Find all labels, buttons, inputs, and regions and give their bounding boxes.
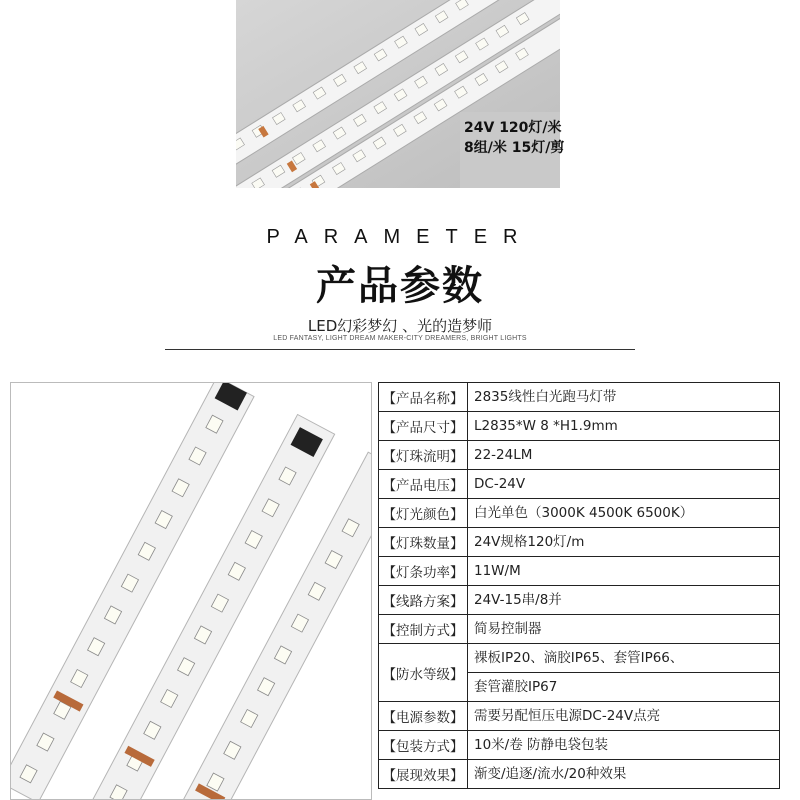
spec-value-line: 简易控制器 bbox=[474, 621, 542, 637]
spec-value-line: 裸板IP20、滴胶IP65、套管IP66、 bbox=[474, 650, 684, 666]
spec-row bbox=[379, 470, 780, 499]
spec-row bbox=[379, 499, 780, 528]
spec-value-line: 套管灌胶IP67 bbox=[474, 679, 558, 695]
parameter-heading-en: PARAMETER bbox=[266, 226, 534, 248]
spec-value bbox=[468, 702, 780, 731]
spec-value-line: 24V规格120灯/m bbox=[474, 534, 585, 550]
spec-value bbox=[468, 383, 780, 412]
slogan-en: LED FANTASY, LIGHT DREAM MAKER-CITY DREAMERS, BRIGHT LIGHTS bbox=[273, 335, 527, 342]
spec-value bbox=[468, 731, 780, 760]
spec-key: 【灯光颜色】 bbox=[379, 499, 468, 528]
spec-key: 【控制方式】 bbox=[379, 615, 468, 644]
spec-key: 【灯条功率】 bbox=[379, 557, 468, 586]
spec-value bbox=[468, 470, 780, 499]
spec-row bbox=[379, 702, 780, 731]
spec-key: 【产品尺寸】 bbox=[379, 412, 468, 441]
spec-key: 【包装方式】 bbox=[379, 731, 468, 760]
spec-value bbox=[468, 644, 780, 702]
spec-row bbox=[379, 528, 780, 557]
hero-caption-line2: 8组/米 15灯/剪 bbox=[464, 140, 565, 156]
spec-row bbox=[379, 586, 780, 615]
spec-value-line: 22-24LM bbox=[474, 447, 533, 463]
hero-product-photo bbox=[236, 0, 560, 188]
spec-value bbox=[468, 557, 780, 586]
spec-row bbox=[379, 412, 780, 441]
spec-row bbox=[379, 557, 780, 586]
spec-value bbox=[468, 615, 780, 644]
spec-value bbox=[468, 586, 780, 615]
product-detail-photo bbox=[10, 382, 372, 800]
spec-value-line: 需要另配恒压电源DC-24V点亮 bbox=[474, 708, 661, 724]
spec-row bbox=[379, 644, 780, 702]
spec-value bbox=[468, 528, 780, 557]
specs-table bbox=[378, 382, 780, 789]
spec-row bbox=[379, 760, 780, 789]
spec-key: 【灯珠流明】 bbox=[379, 441, 468, 470]
spec-key: 【线路方案】 bbox=[379, 586, 468, 615]
spec-value-line: 11W/M bbox=[474, 563, 521, 579]
led-strip-illustration bbox=[236, 0, 560, 188]
spec-value-line: L2835*W 8 *H1.9mm bbox=[474, 418, 618, 434]
spec-value bbox=[468, 441, 780, 470]
spec-key: 【产品名称】 bbox=[379, 383, 468, 412]
led-strip-closeup-illustration bbox=[11, 383, 371, 799]
divider bbox=[165, 349, 635, 350]
spec-row bbox=[379, 441, 780, 470]
spec-key: 【展现效果】 bbox=[379, 760, 468, 789]
spec-value-line: 渐变/追逐/流水/20种效果 bbox=[474, 766, 627, 782]
spec-value-line: 24V-15串/8并 bbox=[474, 592, 562, 608]
spec-value bbox=[468, 412, 780, 441]
hero-caption-line1: 24V 120灯/米 bbox=[464, 120, 562, 136]
hero-caption bbox=[464, 118, 604, 158]
spec-key: 【防水等级】 bbox=[379, 644, 468, 702]
parameter-heading-cn: 产品参数 bbox=[316, 263, 484, 309]
spec-key: 【灯珠数量】 bbox=[379, 528, 468, 557]
spec-value-line: DC-24V bbox=[474, 476, 526, 492]
spec-value-line: 2835线性白光跑马灯带 bbox=[474, 389, 617, 405]
spec-key: 【电源参数】 bbox=[379, 702, 468, 731]
spec-value bbox=[468, 499, 780, 528]
spec-value-line: 10米/卷 防静电袋包装 bbox=[474, 737, 609, 753]
spec-row bbox=[379, 383, 780, 412]
spec-value-line: 白光单色（3000K 4500K 6500K） bbox=[474, 505, 694, 521]
spec-key: 【产品电压】 bbox=[379, 470, 468, 499]
slogan: LED幻彩梦幻 、光的造梦师 bbox=[307, 317, 493, 335]
spec-row bbox=[379, 615, 780, 644]
spec-value bbox=[468, 760, 780, 789]
spec-row bbox=[379, 731, 780, 760]
